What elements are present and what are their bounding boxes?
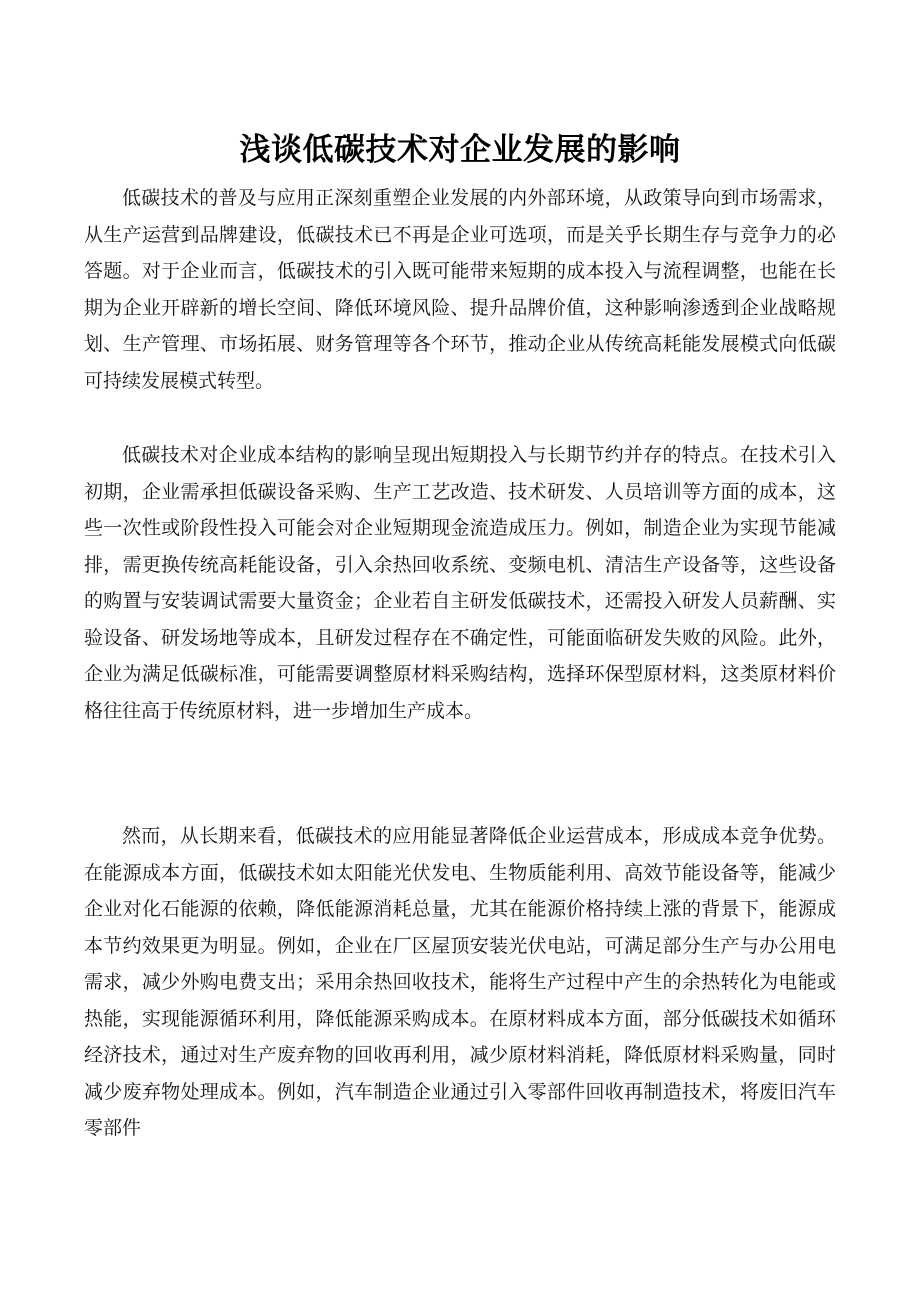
paragraph-1: 低碳技术的普及与应用正深刻重塑企业发展的内外部环境，从政策导向到市场需求，从生产运营到品牌建设，低碳技术已不再是企业可选项，而是关乎长期生存与竞争力的必答题。对于企业而言，低碳技术的引入既可能带来短期的成本投入与流程调整，也能在长期为企业开辟新的增长空间、降低环境风险、提升品牌价值，这种影响渗透到企业战略规划、生产管理、市场拓展、财务管理等各个环节，推动企业从传统高耗能发展模式向低碳可持续发展模式转型。 [84,187,836,392]
document-title: 浅谈低碳技术对企业发展的影响 [239,132,681,168]
paragraph-2-block [84,437,836,729]
paragraph-3: 然而，从长期来看，低碳技术的应用能显著降低企业运营成本，形成成本竞争优势。在能源成本方面，低碳技术如太阳能光伏发电、生物质能利用、高效节能设备等，能减少企业对化石能源的依赖，降低能源消耗总量，尤其在能源价格持续上涨的背景下，能源成本节约效果更为明显。例如，企业在厂区屋顶安装光伏电站，可满足部分生产与办公用电需求，减少外购电费支出；采用余热回收技术，能将生产过程中产生的余热转化为电能或热能，实现能源循环利用，降低能源采购成本。在原材料成本方面，部分低碳技术如循环经济技术，通过对生产废弃物的回收再利用，减少原材料消耗，降低原材料采购量，同时减少废弃物处理成本。例如，汽车制造企业通过引入零部件回收再制造技术，将废旧汽车零部件 [84,825,836,1139]
paragraph-1-block [84,180,836,399]
paragraph-2: 低碳技术对企业成本结构的影响呈现出短期投入与长期节约并存的特点。在技术引入初期，企业需承担低碳设备采购、生产工艺改造、技术研发、人员培训等方面的成本，这些一次性或阶段性投入可能会对企业短期现金流造成压力。例如，制造企业为实现节能减排，需更换传统高耗能设备，引入余热回收系统、变频电机、清洁生产设备等，这些设备的购置与安装调试需要大量资金；企业若自主研发低碳技术，还需投入研发人员薪酬、实验设备、研发场地等成本，且研发过程存在不确定性，可能面临研发失败的风险。此外，企业为满足低碳标准，可能需要调整原材料采购结构，选择环保型原材料，这类原材料价格往往高于传统原材料，进一步增加生产成本。 [84,444,836,722]
paragraph-3-block [84,818,836,1147]
